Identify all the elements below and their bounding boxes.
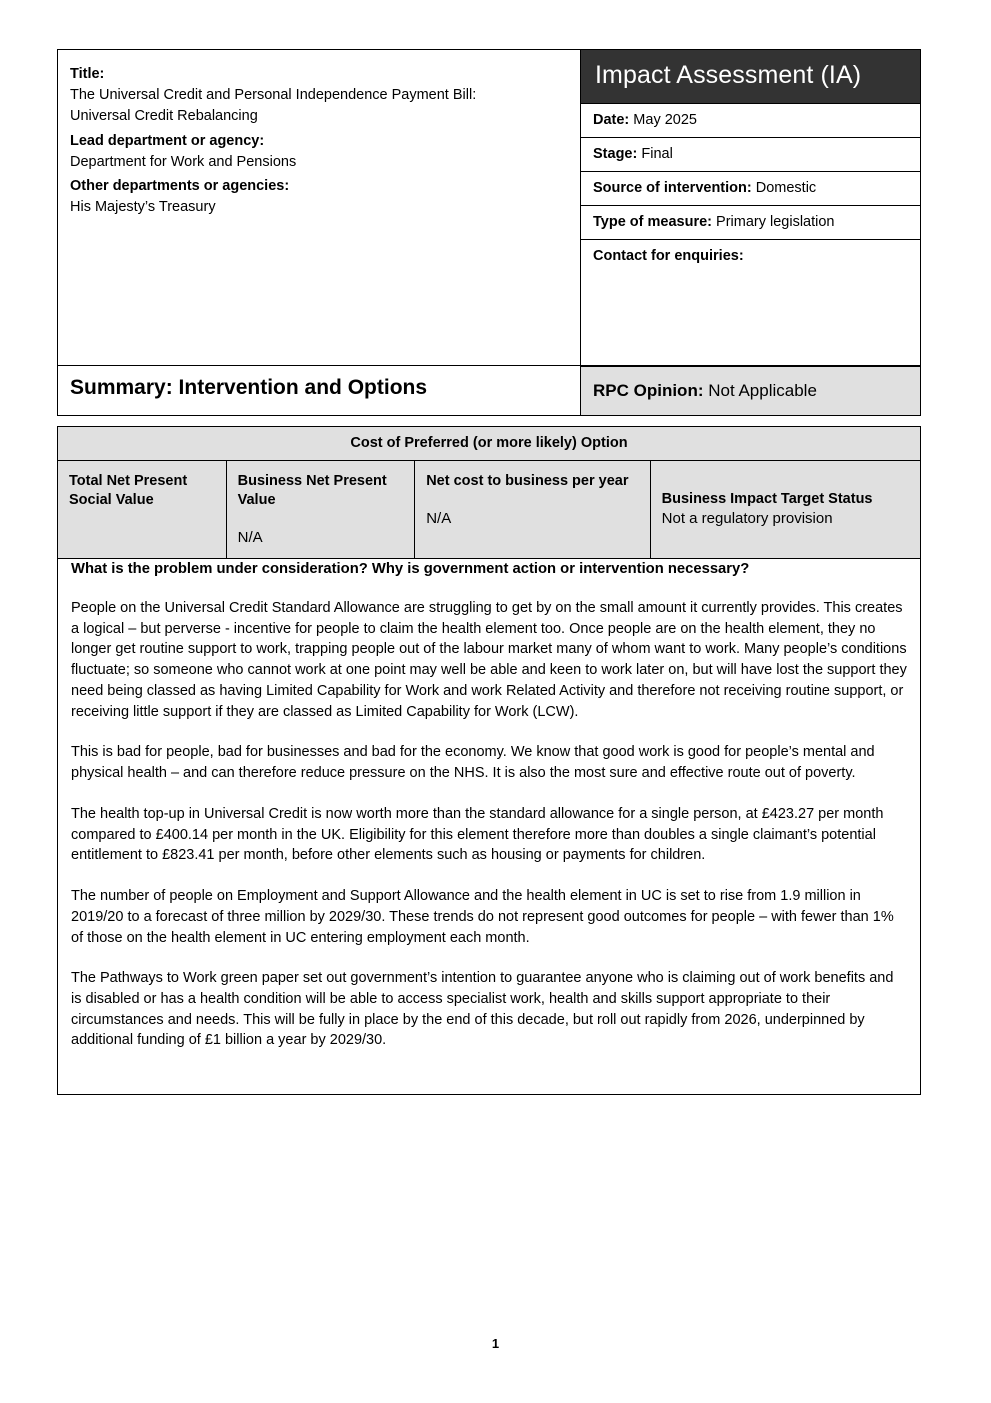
cost-cell-header: Business Net Present Value: [237, 473, 387, 508]
rpc-opinion-value: Not Applicable: [708, 381, 817, 400]
type-of-measure-value: Primary legislation: [716, 214, 835, 230]
title-box: [57, 49, 580, 366]
type-of-measure-label: Type of measure:: [593, 214, 712, 230]
cost-cell-header: Net cost to business per year: [426, 473, 629, 489]
page-number: 1: [491, 1336, 500, 1351]
cost-cell-value: N/A: [426, 509, 452, 527]
rpc-opinion-label: RPC Opinion:: [593, 381, 704, 400]
cost-table-row: [58, 461, 920, 558]
problem-paragraph: The number of people on Employment and Support Allowance and the health element in UC is set to rise from 1.9 million in 2019/20 to a forecast of three million by 2029/30. These trends do not represent good outcomes for people – with fewer than 1% of those on the health element in UC entering employment each month.: [71, 888, 894, 946]
cost-cell-value: Not a regulatory provision: [661, 510, 833, 528]
summary-heading: Summary: Intervention and Options: [57, 366, 580, 416]
title-value-line1: The Universal Credit and Personal Independence Payment Bill:: [70, 87, 477, 104]
cost-cell-business-net-present-value: [227, 461, 416, 558]
cost-cell-value: N/A: [237, 528, 263, 546]
impact-assessment-banner: Impact Assessment (IA): [581, 50, 920, 103]
stage-label: Stage:: [593, 146, 638, 162]
cost-cell-header: Total Net Present Social Value: [69, 473, 188, 508]
problem-question-heading: What is the problem under consideration? Why is government action or intervention necessary?: [71, 561, 750, 577]
problem-under-consideration-section: [57, 549, 921, 1095]
contact-for-enquiries-label: Contact for enquiries:: [593, 248, 744, 264]
source-of-intervention-value: Domestic: [755, 180, 817, 196]
date-value: May 2025: [633, 112, 697, 128]
problem-paragraph: The Pathways to Work green paper set out government’s intention to guarantee anyone who is claiming out of work benefits and is disabled or has a health condition will be able to access specialist work, health and skills support appropriate to their circumstances and needs. This will be fully in place by the end of this decade, but roll out rapidly from 2026, underpinned by additional funding of £1 billion a year by 2029/30.: [71, 970, 894, 1049]
stage-value: Final: [641, 146, 673, 162]
date-label: Date:: [593, 112, 630, 128]
other-departments-label: Other departments or agencies:: [70, 177, 290, 194]
meta-row-type-of-measure: [581, 205, 920, 239]
lead-department-value: Department for Work and Pensions: [70, 153, 297, 170]
cost-table-header: Cost of Preferred (or more likely) Option: [58, 427, 920, 461]
title-label: Title:: [70, 66, 105, 82]
meta-row-source-of-intervention: [581, 171, 920, 205]
cost-cell-total-net-present-social-value: [58, 461, 227, 558]
source-of-intervention-label: Source of intervention:: [593, 180, 752, 196]
problem-paragraph: This is bad for people, bad for businesses and bad for the economy. We know that good work is good for people’s mental and physical health – and can therefore reduce pressure on the NHS. It is also the most sure and effective route out of poverty.: [71, 744, 875, 782]
meta-row-date: [581, 103, 920, 137]
cost-cell-net-cost-to-business-per-year: [415, 461, 650, 558]
rpc-opinion-cell: [580, 366, 921, 416]
cost-cell-business-impact-target-status: [651, 461, 920, 558]
cost-cell-header: Business Impact Target Status: [661, 491, 873, 508]
header-block: [57, 49, 921, 366]
cost-of-preferred-option-table: [57, 426, 921, 559]
meta-box: [580, 49, 921, 366]
problem-paragraph: The health top-up in Universal Credit is now worth more than the standard allowance for a single person, at £423.27 per month compared to £400.14 per month in the UK. Eligibility for this element therefore more than doubles a single claimant’s potential entitlement to £823.41 per month, before other elements such as housing or payments for children.: [71, 805, 884, 864]
meta-row-contact-for-enquiries: [581, 239, 920, 365]
problem-paragraph: People on the Universal Credit Standard Allowance are struggling to get by on the small amount it currently provides. This creates a logical – but perverse - incentive for people to claim the health element too. Once people are on the health element, they no longer get routine support to work, trapping people out of the labour market many of whom want to work. Many people’s conditions fluctuate; so someone who cannot work at one point may well be able and keen to work later on, but will have lost the support they need being classed as having Limited Capability for Work and work Related Activity and therefore not receiving routine support, or receiving little support if they are classed as Limited Capability for Work (LCW).: [71, 600, 907, 720]
meta-row-stage: [581, 137, 920, 171]
summary-strip: [57, 366, 921, 416]
title-value-line2: Universal Credit Rebalancing: [70, 108, 258, 125]
lead-department-label: Lead department or agency:: [70, 132, 265, 149]
other-departments-value: His Majesty’s Treasury: [70, 199, 216, 216]
